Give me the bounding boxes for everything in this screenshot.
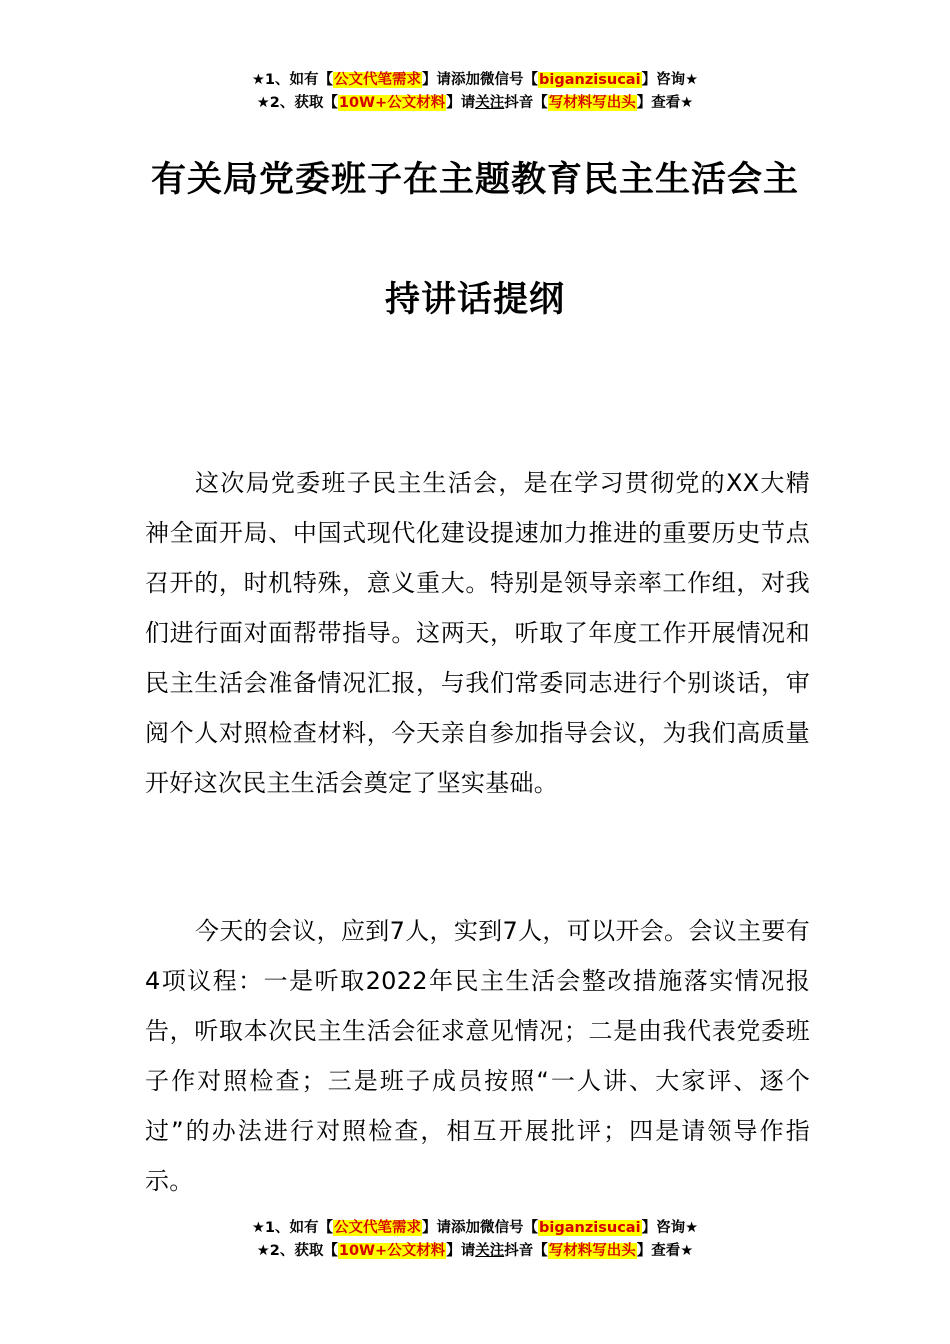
highlight-douyin: 写材料写出头 [548, 1243, 636, 1259]
bottom-banner [0, 1217, 950, 1263]
underline-follow: 关注 [475, 1243, 505, 1259]
highlight-service: 公文代笔需求 [334, 72, 422, 88]
top-banner [0, 69, 950, 115]
title-line-1: 有关局党委班子在主题教育民主生活会主 [150, 160, 799, 200]
banner-line-1: ★1、如有【公文代笔需求】请添加微信号【biganzisucai】咨询★ [251, 1220, 699, 1236]
paragraph-1: 这次局党委班子民主生活会，是在学习贯彻党的XX大精神全面开局、中国式现代化建设提速加力推进的重要历史节点召开的，时机特殊，意义重大。特别是领导亲率工作组，对我们进行面对面帮带指导。这两天，听取了年度工作开展情况和民主生活会准备情况汇报，与我们常委同志进行个别谈话，审阅个人对照检查材料，今天亲自参加指导会议，为我们高质量开好这次民主生活会奠定了坚实基础。 [145, 469, 810, 797]
banner-line-2: ★2、获取【10W+公文材料】请关注抖音【写材料写出头】查看★ [256, 95, 694, 111]
highlight-materials: 10W+公文材料 [338, 95, 446, 111]
highlight-materials: 10W+公文材料 [338, 1243, 446, 1259]
highlight-wechat-id: biganzisucai [539, 1220, 641, 1236]
banner-line-1: ★1、如有【公文代笔需求】请添加微信号【biganzisucai】咨询★ [251, 72, 699, 88]
title-line-2: 持讲话提纲 [384, 280, 565, 320]
paragraph-2: 今天的会议，应到7人，实到7人，可以开会。会议主要有4项议程：一是听取2022年民主生活会整改措施落实情况报告，听取本次民主生活会征求意见情况；二是由我代表党委班子作对照检查；三是班子成员按照“一人讲、大家评、逐个过”的办法进行对照检查，相互开展批评；四是请领导作指示。 [145, 917, 810, 1195]
banner-line-2: ★2、获取【10W+公文材料】请关注抖音【写材料写出头】查看★ [256, 1243, 694, 1259]
underline-follow: 关注 [475, 95, 505, 111]
highlight-douyin: 写材料写出头 [548, 95, 636, 111]
highlight-service: 公文代笔需求 [334, 1220, 422, 1236]
highlight-wechat-id: biganzisucai [539, 72, 641, 88]
